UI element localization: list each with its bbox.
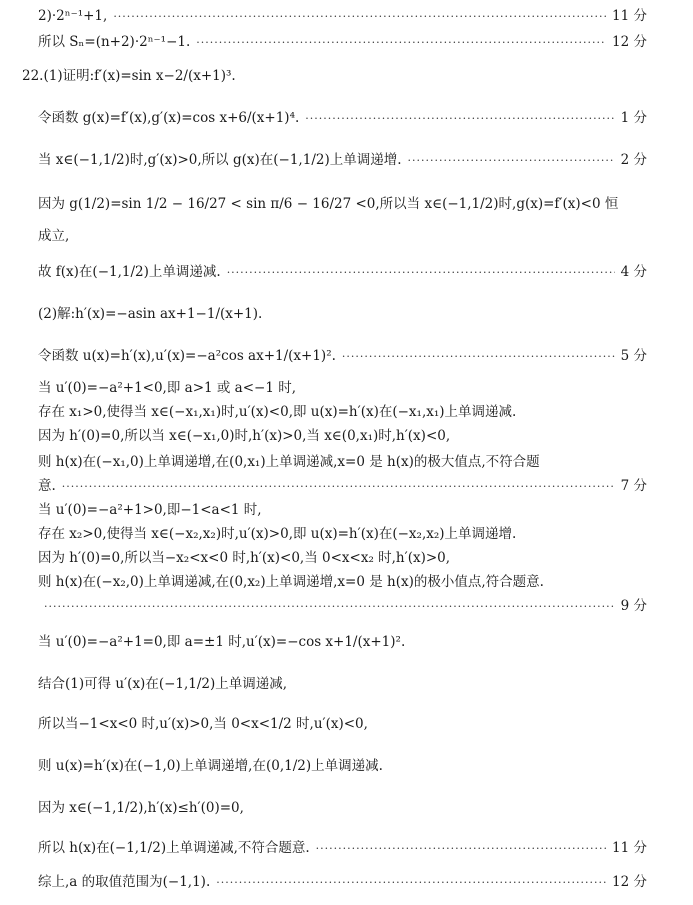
line-text: (2)解:h′(x)=−asin ax+1−1/(x+1). — [38, 306, 263, 322]
line-text: 当 u′(0)=−a²+1<0,即 a>1 或 a<−1 时, — [38, 380, 297, 396]
leader-dots — [196, 37, 606, 48]
line-19 — [38, 576, 647, 590]
line-8 — [38, 266, 647, 280]
leader-dots — [227, 267, 615, 278]
line-18 — [38, 552, 647, 566]
line-11 — [38, 382, 647, 396]
line-text: 所以 h(x)在(−1,1/2)上单调递减,不符合题意. — [38, 840, 310, 856]
line-text: 2)·2ⁿ⁻¹+1, — [38, 8, 108, 24]
line-9 — [38, 308, 647, 322]
line-4 — [38, 112, 647, 126]
line-14 — [38, 456, 647, 470]
score-mark: 9 分 — [620, 598, 647, 614]
line-text: 当 u′(0)=−a²+1>0,即−1<a<1 时, — [38, 502, 262, 518]
line-text: 存在 x₁>0,使得当 x∈(−x₁,x₁)时,u′(x)<0,即 u(x)=h′(x)在(−x₁,x₁)上单调递减. — [38, 404, 517, 420]
score-mark: 12 分 — [612, 874, 647, 890]
score-mark: 4 分 — [620, 264, 647, 280]
line-2 — [38, 36, 647, 50]
score-mark: 11 分 — [612, 8, 647, 24]
line-20 — [38, 600, 647, 614]
score-mark: 12 分 — [612, 34, 647, 50]
line-text: 令函数 u(x)=h′(x),u′(x)=−a²cos ax+1/(x+1)². — [38, 348, 336, 364]
line-text: 综上,a 的取值范围为(−1,1). — [38, 874, 211, 890]
line-23 — [38, 718, 647, 732]
line-5 — [38, 154, 647, 168]
line-16 — [38, 504, 647, 518]
line-6 — [38, 198, 647, 212]
line-text: 当 x∈(−1,1/2)时,g′(x)>0,所以 g(x)在(−1,1/2)上单调递增. — [38, 152, 402, 168]
line-text: 故 f(x)在(−1,1/2)上单调递减. — [38, 264, 221, 280]
line-text: 成立, — [38, 228, 70, 244]
line-text: 因为 h′(0)=0,所以当 x∈(−x₁,0)时,h′(x)>0,当 x∈(0,x₁)时,h′(x)<0, — [38, 428, 451, 444]
line-26 — [38, 842, 647, 856]
line-text: 当 u′(0)=−a²+1=0,即 a=±1 时,u′(x)=−cos x+1/(x+1)². — [38, 634, 406, 650]
leader-dots — [216, 877, 606, 888]
line-text: 则 h(x)在(−x₁,0)上单调递增,在(0,x₁)上单调递减,x=0 是 h(x)的极大值点,不符合题 — [38, 454, 540, 470]
line-text: 22.(1)证明:f′(x)=sin x−2/(x+1)³. — [22, 68, 236, 84]
line-25 — [38, 802, 647, 816]
leader-dots — [113, 11, 606, 22]
line-15 — [38, 480, 647, 494]
line-22 — [38, 678, 647, 692]
leader-dots — [62, 481, 615, 492]
line-27 — [38, 876, 647, 890]
score-mark: 5 分 — [620, 348, 647, 364]
line-7 — [38, 230, 647, 244]
leader-dots — [342, 351, 615, 362]
leader-dots — [316, 843, 606, 854]
score-mark: 11 分 — [612, 840, 647, 856]
line-text: 令函数 g(x)=f′(x),g′(x)=cos x+6/(x+1)⁴. — [38, 110, 300, 126]
line-text: 因为 h′(0)=0,所以当−x₂<x<0 时,h′(x)<0,当 0<x<x₂ 时,h′(x)>0, — [38, 550, 451, 566]
line-text: 因为 x∈(−1,1/2),h′(x)≤h′(0)=0, — [38, 800, 244, 816]
line-text: 意. — [38, 478, 56, 494]
line-text: 结合(1)可得 u′(x)在(−1,1/2)上单调递减, — [38, 676, 288, 692]
line-13 — [38, 430, 647, 444]
line-text: 因为 g(1/2)=sin 1/2 − 16/27 < sin π/6 − 16/27 <0,所以当 x∈(−1,1/2)时,g(x)=f′(x)<0 恒 — [38, 196, 619, 212]
line-text: 所以 Sₙ=(n+2)·2ⁿ⁻¹−1. — [38, 34, 191, 50]
line-12 — [38, 406, 647, 420]
leader-dots — [44, 601, 615, 612]
line-24 — [38, 760, 647, 774]
score-mark: 1 分 — [620, 110, 647, 126]
score-mark: 7 分 — [620, 478, 647, 494]
leader-dots — [408, 155, 615, 166]
line-17 — [38, 528, 647, 542]
line-10 — [38, 350, 647, 364]
score-mark: 2 分 — [620, 152, 647, 168]
line-text: 则 u(x)=h′(x)在(−1,0)上单调递增,在(0,1/2)上单调递减. — [38, 758, 383, 774]
line-1 — [38, 10, 647, 24]
line-text: 则 h(x)在(−x₂,0)上单调递减,在(0,x₂)上单调递增,x=0 是 h(x)的极小值点,符合题意. — [38, 574, 544, 590]
line-21 — [38, 636, 647, 650]
leader-dots — [305, 113, 614, 124]
line-text: 存在 x₂>0,使得当 x∈(−x₂,x₂)时,u′(x)>0,即 u(x)=h′(x)在(−x₂,x₂)上单调递增. — [38, 526, 517, 542]
line-3 — [22, 70, 647, 84]
line-text: 所以当−1<x<0 时,u′(x)>0,当 0<x<1/2 时,u′(x)<0, — [38, 716, 368, 732]
